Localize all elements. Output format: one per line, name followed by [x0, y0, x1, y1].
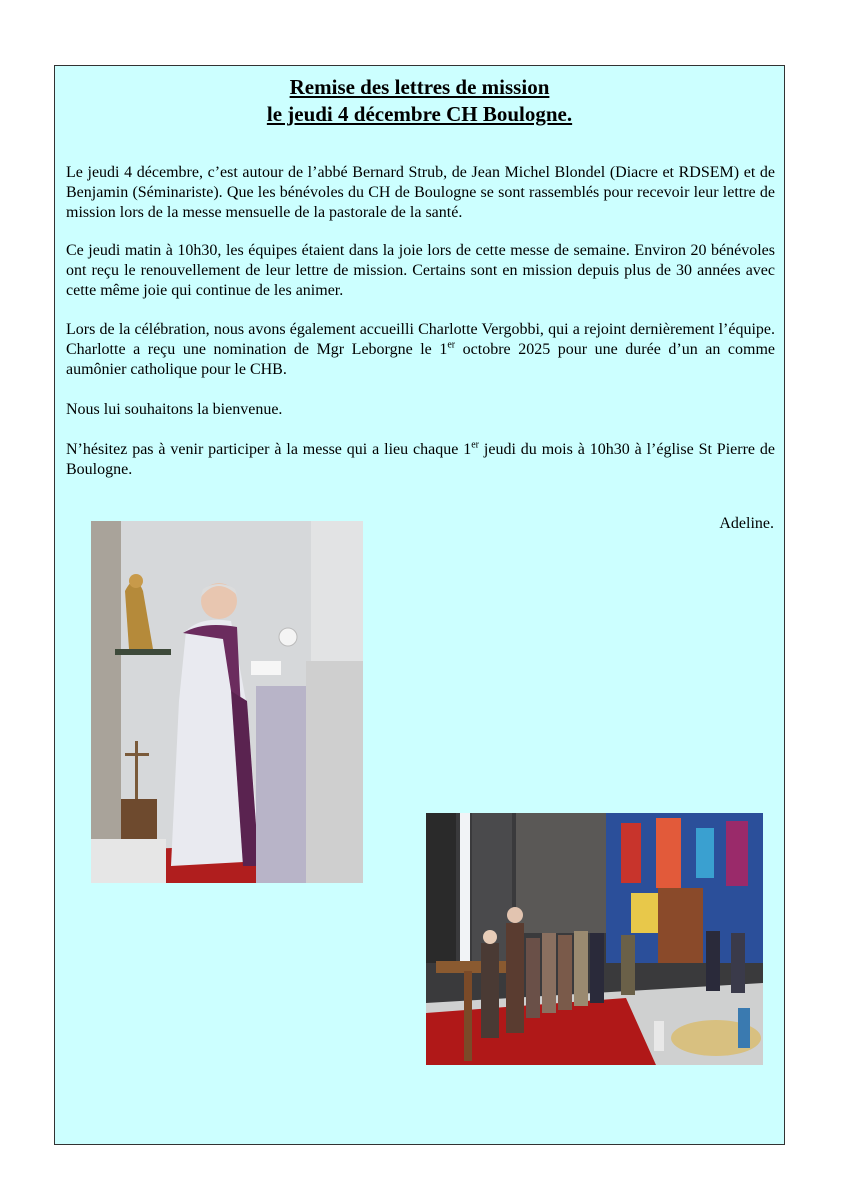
- paragraph-5: [66, 440, 775, 480]
- ordinal-superscript: er: [447, 339, 456, 351]
- title-line-2: le jeudi 4 décembre CH Boulogne.: [266, 102, 573, 126]
- photo-priest-at-altar: [91, 521, 363, 883]
- priest-illustration: [91, 521, 363, 883]
- article-title: [55, 74, 784, 128]
- paragraph-5-part-b: jeudi du mois à 10h30 à l’église St Pierre de Boulogne.: [66, 441, 776, 478]
- ordinal-superscript: er: [471, 439, 480, 451]
- article-frame: [54, 65, 785, 1145]
- photo-volunteers-in-church: [426, 813, 763, 1065]
- paragraph-3: [66, 320, 775, 380]
- church-illustration: [426, 813, 763, 1065]
- paragraph-3-part-b: octobre 2025 pour une durée d’un an comme aumônier catholique pour le CHB.: [66, 341, 775, 378]
- paragraph-1: Le jeudi 4 décembre, c’est autour de l’abbé Bernard Strub, de Jean Michel Blondel (Diacre et RDSEM) et de Benjamin (Séminariste). Que les bénévoles du CH de Boulogne se sont rassemblés pour recevoir leur lettre de mission lors de la messe mensuelle de la pastorale de la santé.: [66, 164, 775, 221]
- paragraph-2: Ce jeudi matin à 10h30, les équipes étaient dans la joie lors de cette messe de semaine. Environ 20 bénévoles ont reçu le renouvellement de leur lettre de mission. Certains sont en mission depuis plus de 30 années avec cette même joie qui continue de les animer.: [66, 242, 775, 299]
- paragraph-5-part-a: N’hésitez pas à venir participer à la messe qui a lieu chaque 1: [66, 441, 472, 458]
- paragraph-3-part-a: Lors de la célébration, nous avons également accueilli Charlotte Vergobbi, qui a rejoint dernièrement l’équipe. Charlotte a reçu une nomination de Mgr Leborgne le 1: [66, 321, 775, 358]
- signature: Adeline.: [719, 515, 774, 532]
- title-line-1: Remise des lettres de mission: [289, 75, 550, 99]
- paragraph-4: Nous lui souhaitons la bienvenue.: [66, 401, 283, 418]
